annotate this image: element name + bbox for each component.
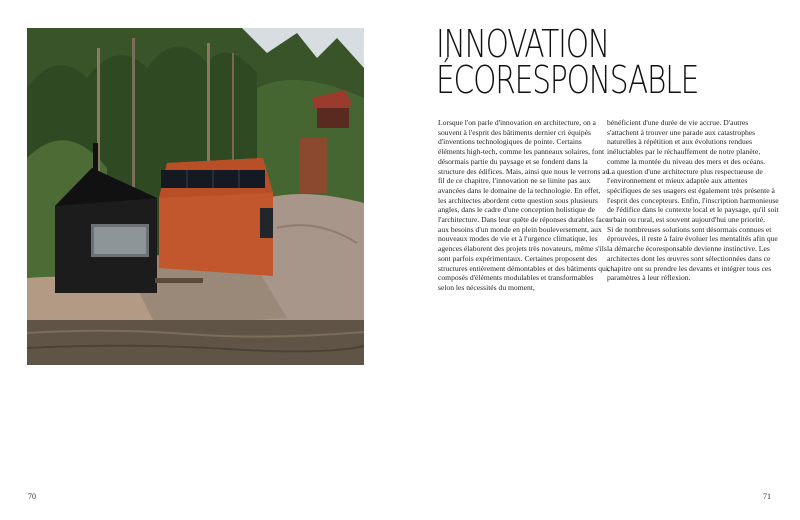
- cabins-illustration: [27, 28, 364, 365]
- column2-paragraph-1: bénéficient d'une durée de vie accrue. D'autres s'attachent à trouver une parade aux catastrophes naturelles à répétition et aux évolutions rendues inéluctables par le réchauffement de notre planète, comme la montée du niveau des mers et des océans.: [607, 118, 766, 166]
- title-line-2: ÉCORESPONSABLE: [436, 58, 699, 102]
- page-number-right: 71: [763, 492, 771, 501]
- page-number-left: 70: [28, 492, 36, 501]
- title-line-1: INNOVATION: [436, 22, 609, 66]
- text-column-2: [607, 118, 779, 283]
- text-column-1: [438, 118, 610, 293]
- chapter-title: [436, 22, 699, 102]
- cabins-photo: [27, 28, 364, 365]
- column1-paragraph: Lorsque l'on parle d'innovation en architecture, on a souvent à l'esprit des bâtiments dernier cri équipés d'inventions technologiques de pointe. Certains éléments high-tech, comme les panneaux solaires, font désormais partie du paysage et se fondent dans la structure des édifices. Mais, ainsi que nous le verrons au fil de ce chapitre, l'innovation ne se limite pas aux avancées dans le domaine de la technologie. En effet, les architectes abordent cette question sous plusieurs angles, dans le cadre d'une conception holistique de l'architecture. Dans leur quête de réponses durables face aux besoins d'un monde en plein bouleversement, aux nouveaux modes de vie et à l'urgence climatique, les agences élaborent des projets très novateurs, même s'ils sont parfois expérimentaux. Certaines proposent des structures entièrement démontables et des bâtiments qui, composés d'éléments modulables et transformables selon les nécessités du moment,: [438, 118, 610, 292]
- column2-paragraph-3: Si de nombreuses solutions sont désormais connues et éprouvées, il reste à faire évoluer les mentalités afin que la démarche écoresponsable devienne instinctive. Les architectes dont les œuvres sont sélectionnées dans ce chapitre ont su prendre les devants et intégrer tous ces paramètres à leur réflexion.: [607, 224, 778, 283]
- column2-paragraph-2: La question d'une architecture plus respectueuse de l'environnement et mieux adaptée aux attentes spécifiques de ses usagers est également très présente à l'esprit des concepteurs. Enfin, l'inscription harmonieuse de l'édifice dans le contexte local et le paysage, qu'il soit urbain ou rural, est souvent aujourd'hui une priorité.: [607, 166, 779, 225]
